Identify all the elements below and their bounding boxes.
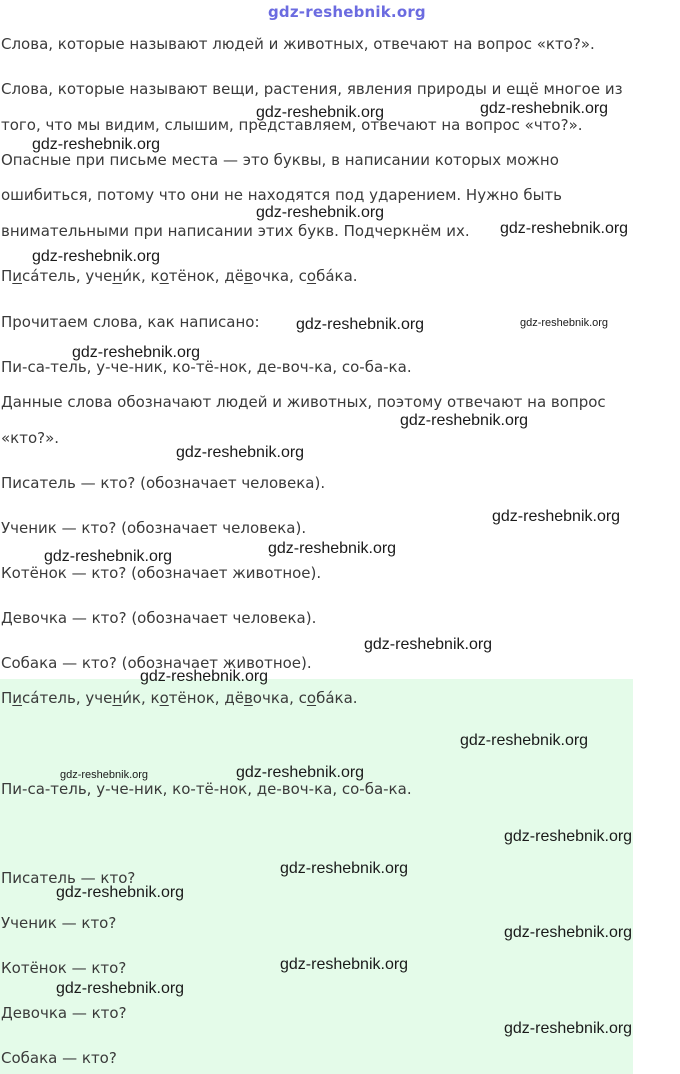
underlined-letter: о (159, 689, 169, 707)
explanation-line: Котёнок — кто? (обозначает животное). (1, 564, 322, 582)
watermark: gdz-reshebnik.org (56, 884, 185, 901)
answer-marked-words: Писа́тель, учени́к, котёнок, дёвочка, соба́ка. (1, 689, 358, 707)
syllables-line: Пи-са-тель, у-че-ник, ко-тё-нок, де-воч-ка, со-ба-ка. (1, 358, 412, 376)
conclusion-line: Данные слова обозначают людей и животных, поэтому отвечают на вопрос (1, 393, 606, 411)
paragraph-line: Слова, которые называют людей и животных, отвечают на вопрос «кто?». (1, 35, 595, 53)
watermark: gdz-reshebnik.org (236, 764, 365, 781)
paragraph-line: Опасные при письме места — это буквы, в написании которых можно (1, 151, 559, 169)
watermark: gdz-reshebnik.org (32, 248, 161, 265)
paragraph-line: внимательными при написании этих букв. Подчеркнём их. (1, 222, 470, 240)
underlined-letter: н (112, 267, 123, 285)
explanation-line: Собака — кто? (обозначает животное). (1, 654, 312, 672)
watermark: gdz-reshebnik.org (256, 104, 385, 121)
explanation-line: Ученик — кто? (обозначает человека). (1, 519, 307, 537)
watermark: gdz-reshebnik.org (504, 1020, 633, 1037)
watermark: gdz-reshebnik.org (500, 220, 629, 237)
watermark: gdz-reshebnik.org (296, 316, 425, 333)
watermark: gdz-reshebnik.org (492, 508, 621, 525)
watermark: gdz-reshebnik.org (44, 548, 173, 565)
answer-question: Собака — кто? (1, 1049, 117, 1067)
underlined-letter: о (159, 267, 169, 285)
underlined-letter: в (243, 689, 253, 707)
underlined-letter: и (12, 689, 23, 707)
marked-words: Писа́тель, учени́к, котёнок, дёвочка, соба́ка. (1, 267, 358, 285)
underlined-letter: в (243, 267, 253, 285)
read-intro: Прочитаем слова, как написано: (1, 313, 260, 331)
watermark: gdz-reshebnik.org (72, 344, 201, 361)
watermark: gdz-reshebnik.org (504, 924, 633, 941)
paragraph-line: Слова, которые называют вещи, растения, явления природы и ещё многое из (1, 80, 623, 98)
watermark: gdz-reshebnik.org (364, 636, 493, 653)
underlined-letter: о (306, 267, 317, 285)
explanation-line: Писатель — кто? (обозначает человека). (1, 474, 326, 492)
watermark: gdz-reshebnik.org (460, 732, 589, 749)
watermark: gdz-reshebnik.org (256, 204, 385, 221)
explanation-line: Девочка — кто? (обозначает человека). (1, 609, 317, 627)
paragraph-line: ошибиться, потому что они не находятся под ударением. Нужно быть (1, 186, 563, 204)
watermark: gdz-reshebnik.org (268, 540, 397, 557)
paragraph-line: того, что мы видим, слышим, представляем, отвечают на вопрос «что?». (1, 116, 583, 134)
underlined-letter: и (12, 267, 23, 285)
watermark: gdz-reshebnik.org (56, 980, 185, 997)
watermark: gdz-reshebnik.org (504, 828, 633, 845)
watermark: gdz-reshebnik.org (280, 956, 409, 973)
underlined-letter: н (112, 689, 123, 707)
underlined-letter: о (306, 689, 317, 707)
watermark: gdz-reshebnik.org (60, 769, 149, 781)
answer-question: Котёнок — кто? (1, 959, 127, 977)
answer-syllables-line: Пи-са-тель, у-че-ник, ко-тё-нок, де-воч-ка, со-ба-ка. (1, 780, 412, 798)
watermark: gdz-reshebnik.org (520, 317, 609, 329)
watermark: gdz-reshebnik.org (176, 444, 305, 461)
watermark: gdz-reshebnik.org (32, 136, 161, 153)
answer-question: Писатель — кто? (1, 869, 136, 887)
answer-question: Девочка — кто? (1, 1004, 127, 1022)
watermark: gdz-reshebnik.org (480, 100, 609, 117)
answer-question: Ученик — кто? (1, 914, 117, 932)
top-watermark[interactable]: gdz-reshebnik.org (268, 3, 426, 21)
watermark: gdz-reshebnik.org (280, 860, 409, 877)
watermark: gdz-reshebnik.org (140, 668, 269, 685)
conclusion-line: «кто?». (1, 429, 60, 447)
watermark: gdz-reshebnik.org (400, 412, 529, 429)
